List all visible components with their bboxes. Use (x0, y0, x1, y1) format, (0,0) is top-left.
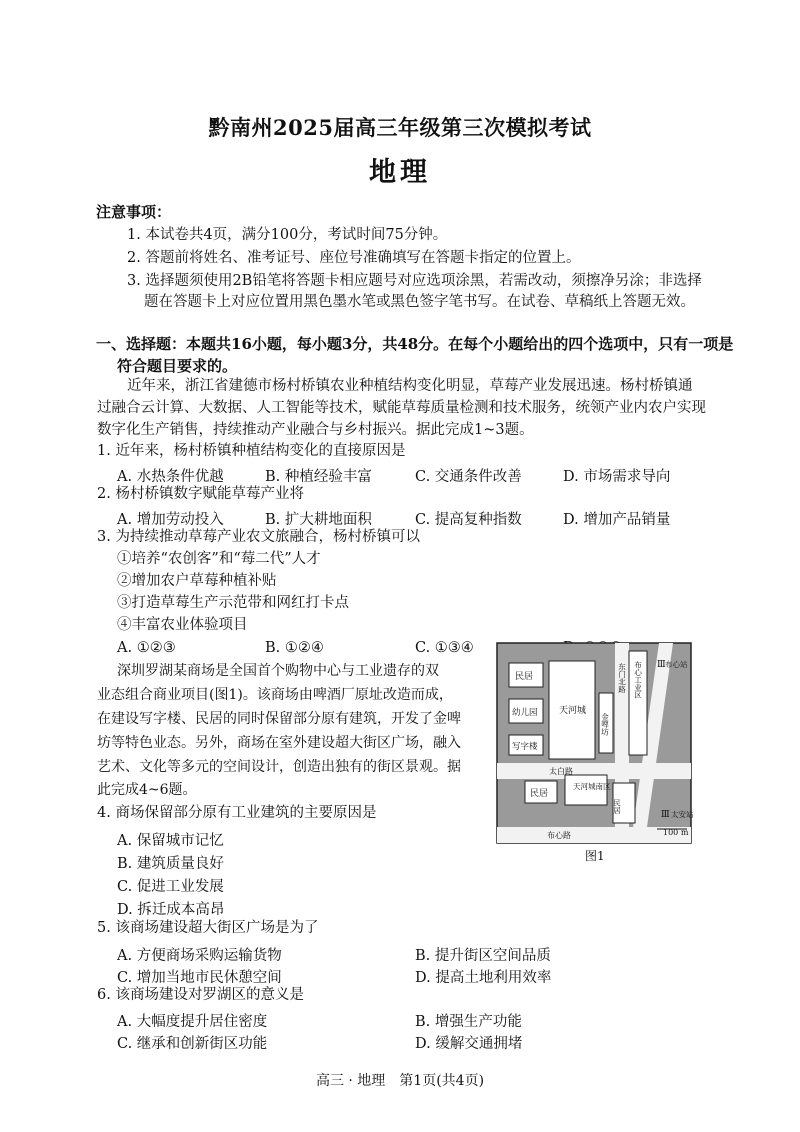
q5-option-c[interactable]: C. 增加当地市民休憩空间 (117, 970, 282, 986)
label-youer: 幼儿园 (512, 708, 538, 718)
passage2-line4: 坊等特色业态。另外，商场在室外建设超大街区广场，融入 (97, 735, 461, 751)
q4-option-d[interactable]: D. 拆迁成本高昂 (117, 902, 225, 918)
q4-option-c[interactable]: C. 促进工业发展 (117, 879, 224, 895)
q4-option-a[interactable]: A. 保留城市记忆 (117, 833, 224, 849)
q3-option-c[interactable]: C. ①③④ (415, 640, 474, 656)
label-tianhe: 天河城 (559, 706, 587, 716)
label-minju-2: 民居 (530, 789, 549, 799)
q3-item-1: ①培养“农创客”和“莓二代”人才 (117, 551, 321, 567)
station-icon-2: Ⅲ (661, 810, 670, 820)
q3-stem: 3. 为持续推动草莓产业农文旅融合，杨村桥镇可以 (97, 529, 420, 545)
passage2-line5: 艺术、文化等多元的空间设计，创造出独有的街区景观。据 (97, 759, 461, 775)
notice-heading: 注意事项： (96, 203, 172, 221)
q1-option-b[interactable]: B. 种植经验丰富 (265, 469, 372, 485)
q4-option-b[interactable]: B. 建筑质量良好 (117, 856, 224, 872)
station-icon-1: Ⅲ (657, 660, 666, 670)
q2-option-a[interactable]: A. 增加劳动投入 (117, 512, 224, 528)
label-gongye: 布心工业区 (633, 661, 643, 699)
passage2-line6: 此完成4~6题。 (97, 782, 197, 798)
label-taian: 太安站 (671, 810, 694, 819)
q3-item-4: ④丰富农业体验项目 (117, 617, 248, 633)
subject-title: 地理 (369, 157, 431, 188)
passage2-line3: 在建设写字楼、民居的同时保留部分原有建筑，开发了金啤 (97, 711, 461, 727)
label-tianhe-south-1: 天河城南区 (573, 782, 611, 791)
exam-title: 黔南州2025届高三年级第三次模拟考试 (208, 115, 592, 140)
label-minju-1: 民居 (515, 672, 534, 682)
passage2-line1: 深圳罗湖某商场是全国首个购物中心与工业遗存的双 (117, 663, 439, 679)
q2-option-c[interactable]: C. 提高复种指数 (415, 512, 522, 528)
label-xiezi: 写字楼 (512, 742, 538, 752)
q1-option-c[interactable]: C. 交通条件改善 (415, 469, 522, 485)
passage1-line3: 数字化生产销售，持续推动产业融合与乡村振兴。据此完成1~3题。 (97, 422, 534, 438)
label-taibai: 太白路 (549, 767, 573, 776)
figure-1-map (497, 643, 694, 843)
notice-item-1: 1. 本试卷共4页，满分100分，考试时间75分钟。 (127, 227, 448, 243)
notice-item-3: 3. 选择题须使用2B铅笔将答题卡相应题号对应选项涂黑，若需改动，须擦净另涂；非选择 (127, 273, 702, 289)
q5-option-a[interactable]: A. 方便商场采购运输货物 (117, 948, 282, 964)
q1-option-a[interactable]: A. 水热条件优越 (117, 469, 224, 485)
q3-item-3: ③打造草莓生产示范带和网红打卡点 (117, 595, 349, 611)
q1-option-d[interactable]: D. 市场需求导向 (563, 469, 671, 485)
section-heading: 一、选择题：本题共16小题，每小题3分，共48分。在每个小题给出的四个选项中，只有一项是 (96, 335, 734, 353)
label-station-1: 布心站 (665, 660, 688, 669)
label-dongmen: 东门北路 (617, 663, 627, 693)
label-minju-3: 民居 (612, 799, 622, 814)
q2-option-b[interactable]: B. 扩大耕地面积 (265, 512, 372, 528)
passage1-line1: 近年来，浙江省建德市杨村桥镇农业种植结构变化明显，草莓产业发展迅速。杨村桥镇通 (127, 378, 693, 394)
notice-item-2: 2. 答题前将姓名、准考证号、座位号准确填写在答题卡指定的位置上。 (127, 250, 581, 266)
q5-option-b[interactable]: B. 提升街区空间品质 (415, 948, 551, 964)
q4-stem: 4. 商场保留部分原有工业建筑的主要原因是 (97, 805, 377, 821)
notice-item-3-cont: 题在答题卡上对应位置用黑色墨水笔或黑色签字笔书写。在试卷、草稿纸上答题无效。 (144, 294, 695, 310)
label-buxinlu: 布心路 (547, 831, 571, 840)
page-footer: 高三 · 地理 第1页(共4页) (315, 1073, 485, 1089)
q3-option-b[interactable]: B. ①②④ (265, 640, 324, 656)
section-heading-cont: 符合题目要求的。 (117, 357, 238, 375)
q1-stem: 1. 近年来，杨村桥镇种植结构变化的直接原因是 (97, 443, 406, 459)
q6-option-a[interactable]: A. 大幅度提升居住密度 (117, 1014, 268, 1030)
q2-stem: 2. 杨村桥镇数字赋能草莓产业将 (97, 486, 304, 502)
q3-option-a[interactable]: A. ①②③ (117, 640, 176, 656)
q5-option-d[interactable]: D. 提高土地利用效率 (415, 970, 552, 986)
q6-option-c[interactable]: C. 继承和创新街区功能 (117, 1036, 268, 1052)
passage1-line2: 过融合云计算、大数据、人工智能等技术，赋能草莓质量检测和技术服务，统领产业内农户实现 (97, 400, 706, 416)
q6-option-d[interactable]: D. 缓解交通拥堵 (415, 1036, 523, 1052)
label-scale: 100 m (663, 828, 689, 837)
q3-item-2: ②增加农户草莓种植补贴 (117, 573, 277, 589)
q6-option-b[interactable]: B. 增强生产功能 (415, 1014, 522, 1030)
figure-caption: 图1 (585, 849, 605, 863)
label-jinpi: 金啤坊 (600, 713, 610, 736)
passage2-line2: 业态组合商业项目(图1)。该商场由啤酒厂原址改造而成， (97, 687, 453, 703)
q6-stem: 6. 该商场建设对罗湖区的意义是 (97, 987, 304, 1003)
q2-option-d[interactable]: D. 增加产品销量 (563, 512, 671, 528)
q5-stem: 5. 该商场建设超大街区广场是为了 (97, 920, 319, 936)
